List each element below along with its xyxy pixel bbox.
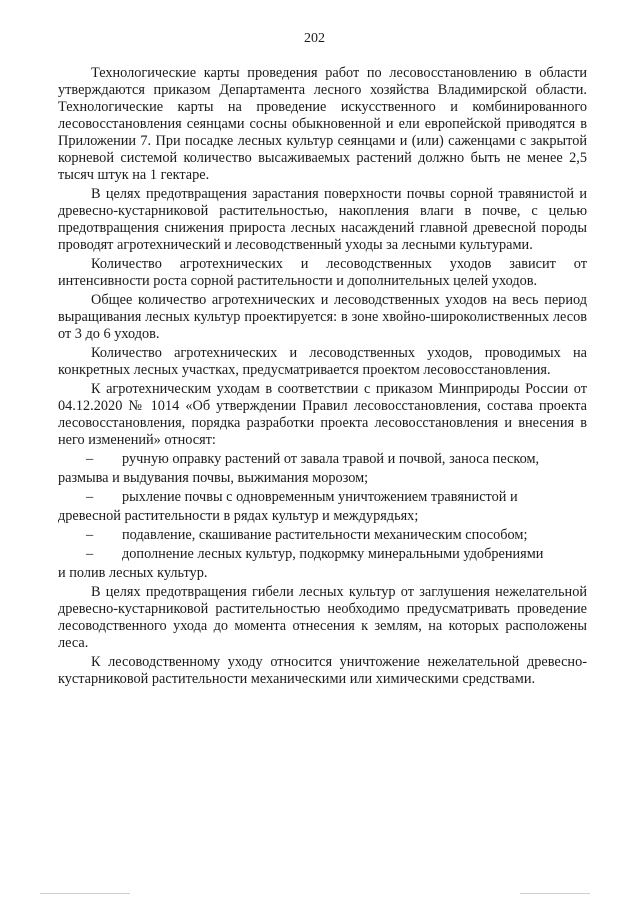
paragraph-crop-loss-prevention: В целях предотвращения гибели лесных культур от заглушения нежелательной древесно-кустарниковой растительностью необходимо предусматривать проведение лесоводственного ухода до момента отнесения к землям, на которых расположены леса.: [58, 584, 587, 651]
footer-rule-right: [520, 893, 590, 894]
bullet-dash: –: [86, 489, 94, 505]
bullet-text: дополнение лесных культур, подкормку минеральными удобрениями: [122, 546, 544, 562]
page-number: 202: [304, 31, 325, 46]
bullet-continuation: размыва и выдувания почвы, выжимания морозом;: [58, 470, 369, 486]
bullet-text: рыхление почвы с одновременным уничтожением травянистой и: [122, 489, 518, 505]
bullet-item: [58, 489, 587, 525]
footer-rule-left: [40, 893, 130, 894]
bullet-continuation: древесной растительности в рядах культур и междурядьях;: [58, 508, 419, 524]
paragraph-technological-maps: Технологические карты проведения работ по лесовосстановлению в области утверждаются приказом Департамента лесного хозяйства Владимирской области. Технологические карты на проведение искусственного и комбинированного лесовосстановления сеянцами сосны обыкновенной и ели европейской приводятся в Приложении 7. При посадке лесных культур сеянцами и (или) саженцами с закрытой корневой системой количество высаживаемых растений должно быть не менее 2,5 тысяч штук на 1 гектаре.: [58, 65, 587, 183]
bullet-item: [58, 451, 587, 487]
bullet-dash: –: [86, 546, 94, 562]
paragraph-silvicultural-care: К лесоводственному уходу относится уничтожение нежелательной древесно-кустарниковой растительности механическими или химическими средствами.: [58, 654, 587, 687]
bullet-item: [58, 546, 587, 582]
bullet-item: [58, 527, 587, 544]
bullet-dash: –: [86, 527, 94, 543]
bullet-text: подавление, скашивание растительности механическим способом;: [122, 527, 528, 543]
paragraph-care-by-plot: Количество агротехнических и лесоводственных уходов, проводимых на конкретных лесных участках, предусматривается проектом лесовосстановления.: [58, 345, 587, 378]
bullet-text: ручную оправку растений от завала травой и почвой, заноса песком,: [122, 451, 540, 467]
paragraph-overgrowth-prevention: В целях предотвращения зарастания поверхности почвы сорной травянистой и древесно-кустарниковой растительностью, накопления влаги в почве, с целью предотвращения снижения прироста лесных насаждений главной древесной породы проводят агротехнический и лесоводственный уходы за лесными культурами.: [58, 186, 587, 253]
paragraph-agrotechnical-order: К агротехническим уходам в соответствии с приказом Минприроды России от 04.12.2020 № 1014 «Об утверждении Правил лесовосстановления, состава проекта лесовосстановления, порядка разработки проекта лесовосстановления и внесения в него изменений» относят:: [58, 381, 587, 448]
bullet-continuation: и полив лесных культур.: [58, 565, 208, 581]
paragraph-total-care-count: Общее количество агротехнических и лесоводственных уходов на весь период выращивания лесных культур проектируется: в зоне хвойно-широколиственных лесов от 3 до 6 уходов.: [58, 292, 587, 342]
paragraph-care-count-dependency: Количество агротехнических и лесоводственных уходов зависит от интенсивности роста сорной растительности и дополнительных целей уходов.: [58, 256, 587, 289]
bullet-dash: –: [86, 451, 94, 467]
document-body: [58, 65, 587, 690]
